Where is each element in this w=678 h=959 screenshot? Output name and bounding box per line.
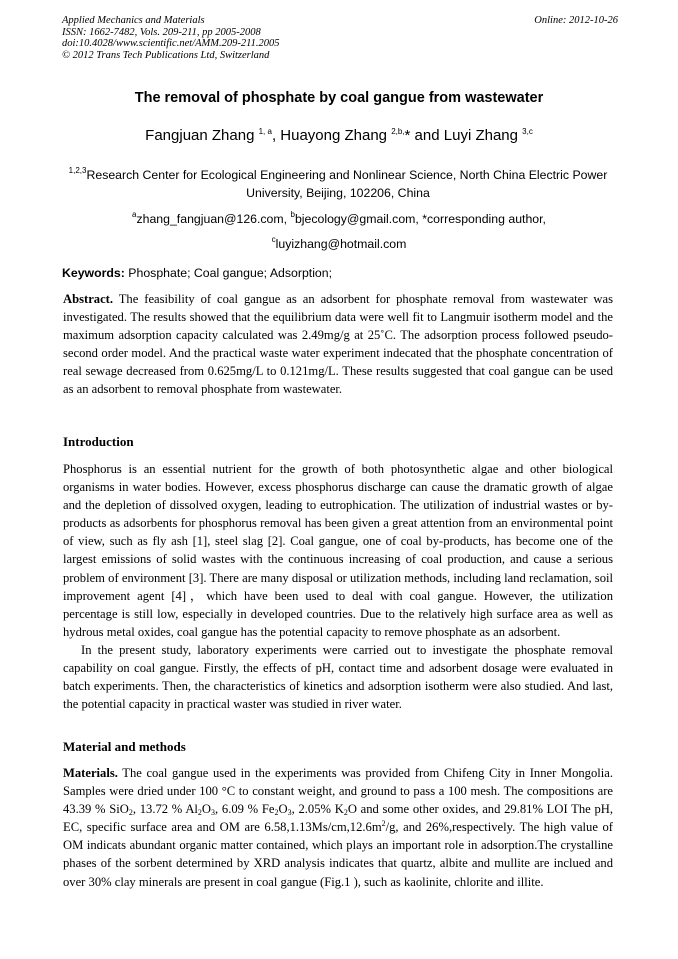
- author-sup: 1, a: [258, 127, 272, 136]
- paper-title: The removal of phosphate by coal gangue from wastewater: [134, 90, 544, 106]
- materials-text: /g, and 26%,respectively. The high value of OM indicats abundant organic matter contained, which plays an important role in adsorption.The crystalline phases of the sorbent determined by XRD analysis indicates that quartz, albite and mullite are inclued and over 30% clay minerals are present in coal gangue (Fig.1 ), such as kaolinite, chlorite and illite.: [63, 820, 613, 889]
- keywords-text: Phosphate; Coal gangue; Adsorption;: [124, 266, 333, 280]
- author-name: Fangjuan Zhang: [145, 127, 259, 144]
- author-sep: and: [410, 127, 444, 144]
- corresponding-star: *: [404, 127, 411, 144]
- author-list: [40, 127, 638, 144]
- email-sup: b: [290, 210, 295, 219]
- online-date: Online: 2012-10-26: [534, 15, 618, 26]
- copyright-line: © 2012 Trans Tech Publications Ltd, Switzerland: [62, 49, 270, 61]
- materials-text: , 2.05% K: [291, 802, 344, 817]
- journal-header: [62, 15, 618, 61]
- affiliation-sup: 1,2,3: [68, 166, 87, 175]
- materials-paragraph: [63, 764, 613, 891]
- materials-text: The coal gangue used in the experiments was provided from Chifeng City in Inner Mongolia. Samples were dried under 100 °C to constant weight, and ground to pass a 100 mesh. The compositions are 43.39 % SiO: [63, 766, 613, 817]
- email-a[interactable]: zhang_fangjuan@126.com,: [136, 212, 291, 226]
- methods-heading: Material and methods: [63, 739, 186, 754]
- email-b[interactable]: bjecology@gmail.com, *corresponding author,: [294, 212, 546, 226]
- abstract-text: The feasibility of coal gangue as an adsorbent for phosphate removal from wastewater was investigated. The results showed that the equilibrium data were well fit to Langmuir isotherm model and the maximum adsorption capacity calculated was 2.49mg/g at 25˚C. The adsorption process followed pseudo-second order model. And the practical waste water experiment indecated that the phosphate concentration of real sewage decreased from 0.625mg/L to 0.121mg/L. These results suggested that coal gangue can be used as an adsorbent to removal phosphate from wastewater.: [63, 292, 613, 397]
- author-sup: 2,b,: [391, 127, 405, 136]
- abstract: [63, 290, 613, 399]
- subscript: 2: [197, 808, 202, 818]
- materials-text: O: [278, 802, 288, 817]
- email-sup: c: [271, 235, 276, 244]
- superscript: 2: [381, 819, 386, 829]
- email-c[interactable]: luyizhang@hotmail.com: [275, 237, 407, 251]
- materials-text: , 13.72 % Al: [132, 802, 198, 817]
- author-emails: [40, 207, 638, 257]
- author-sep: ,: [271, 127, 281, 144]
- subscript: 2: [343, 808, 348, 818]
- abstract-label: Abstract.: [63, 292, 114, 306]
- doi-line: doi:10.4028/www.scientific.net/AMM.209-211.2005: [62, 38, 280, 50]
- intro-paragraph-2: In the present study, laboratory experiments were carried out to investigate the phosphate removal capability on coal gangue. Firstly, the effects of pH, contact time and adsorbent dosage were evaluated in batch experiments. Then, the characteristics of kinetics and adsorption isotherm were also studied. And last, the potential capacity in practical waster was studied in river water.: [63, 642, 613, 712]
- author-sup: 3,c: [522, 127, 533, 136]
- subscript: 2: [274, 808, 279, 818]
- affiliation-line-1: Research Center for Ecological Engineering and Nonlinear Science, North China Electric Power: [86, 168, 608, 182]
- materials-text: O and some other oxides, and 29.81% LOI The pH, EC, specific surface area and OM are 6.58,1.13Ms/cm,12.6m: [63, 802, 613, 835]
- subscript: 2: [128, 808, 133, 818]
- intro-paragraph-1: Phosphorus is an essential nutrient for the growth of both photosynthetic algae and other biological organisms in water bodies. However, excess phosphorus discharge can cause the dramatic growth of algae and the depletion of dissolved oxygen, leading to eutrophication. The utilization of industrial wastes or by-products as adsorbents for phosphorus removal has been given a great attention from an environmental point of view, such as fly ash [1], steel slag [2]. Coal gangue, one of coal by-products, has become one of the largest emissions of solid wastes with the continuous increasing of coal production, and cause a serious problem of environment [3]. There are many disposal or utilization methods, including land reclamation, soil improvement agent [4]，which have been used to deal with coal gangue. However, the utilization percentage is still low, especially in developed countries. Due to the relatively high surface area as well as hydrous metal oxides, coal gangue has the potential capacity to remove phosphate as an adsorbent.: [63, 462, 613, 639]
- affiliation: [62, 166, 614, 202]
- keywords-label: Keywords:: [62, 266, 125, 280]
- introduction-body: [63, 460, 613, 713]
- subscript: 3: [287, 808, 292, 818]
- keywords: [62, 266, 618, 280]
- introduction-heading: Introduction: [63, 434, 134, 449]
- subscript: 3: [211, 808, 216, 818]
- materials-text: , 6.09 % Fe: [215, 802, 275, 817]
- author-name: Luyi Zhang: [443, 127, 523, 144]
- materials-text: O: [201, 802, 212, 817]
- journal-name: Applied Mechanics and Materials: [62, 15, 205, 26]
- author-name: Huayong Zhang: [280, 127, 392, 144]
- materials-label: Materials.: [63, 766, 118, 780]
- affiliation-line-2: University, Beijing, 102206, China: [246, 186, 430, 200]
- email-sup: a: [132, 210, 137, 219]
- issn-line: ISSN: 1662-7482, Vols. 209-211, pp 2005-2008: [62, 26, 261, 38]
